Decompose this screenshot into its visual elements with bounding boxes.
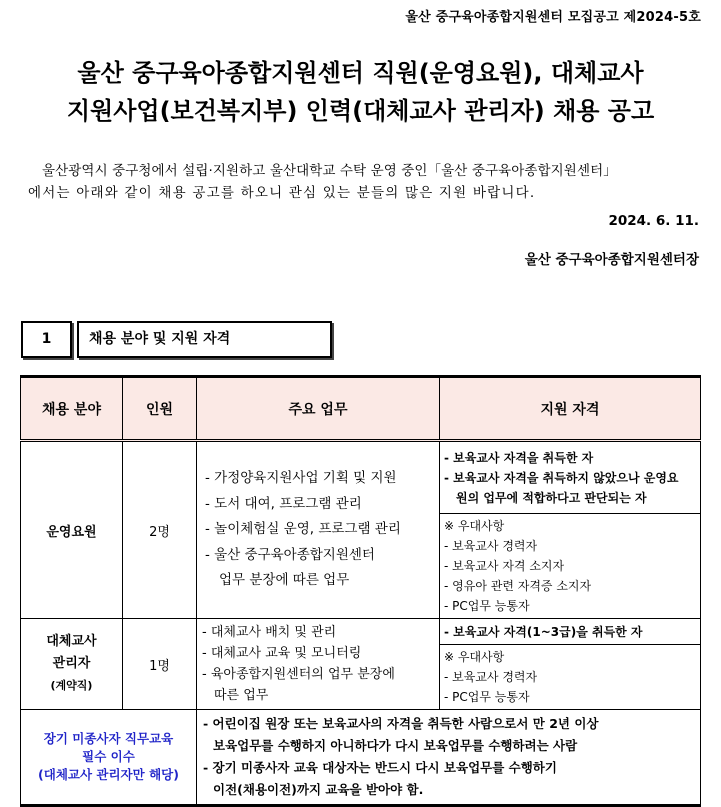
training-label-line2: 필수 이수 bbox=[82, 749, 135, 764]
list-item: - 보육교사 자격을 취득한 자 bbox=[444, 450, 594, 465]
table-row bbox=[21, 710, 701, 806]
preferred-title: ※ 우대사항 bbox=[444, 650, 505, 664]
list-item: - 육아종합지원센터의 업무 분장에 bbox=[202, 667, 395, 682]
table-row bbox=[21, 619, 701, 645]
list-item: 보육업무를 수행하지 아니하다가 다시 보육업무를 수행하려는 사람 bbox=[213, 738, 578, 753]
list-item: - 대체교사 교육 및 모니터링 bbox=[202, 646, 362, 661]
table-row bbox=[21, 441, 701, 514]
list-item: - 어린이집 원장 또는 보육교사의 자격을 취득한 사람으로서 만 2년 이상 bbox=[203, 716, 599, 731]
row2-qual-preferred bbox=[440, 645, 701, 710]
training-note-text bbox=[197, 710, 701, 806]
list-item: - 보육교사 자격을 취득하지 않았으나 운영요 bbox=[444, 470, 679, 485]
row2-field bbox=[21, 619, 123, 710]
training-note-label bbox=[21, 710, 197, 806]
row2-field-line2: 관리자 bbox=[52, 656, 91, 671]
table-header-row bbox=[21, 377, 701, 441]
header-field: 채용 분야 bbox=[21, 377, 123, 441]
section-title: 채용 분야 및 지원 자격 bbox=[77, 321, 332, 358]
list-item: - 장기 미종사자 교육 대상자는 반드시 다시 보육업무를 수행하기 bbox=[203, 760, 557, 775]
announcement-date: 2024. 6. 11. bbox=[608, 213, 699, 229]
list-item: - 보육교사 자격(1~3급)을 취득한 자 bbox=[444, 624, 643, 639]
header-qualifications: 지원 자격 bbox=[440, 377, 701, 441]
list-item: 원의 업무에 적합하다고 판단되는 자 bbox=[456, 490, 647, 505]
section-number: 1 bbox=[21, 321, 72, 358]
header-duties: 주요 업무 bbox=[197, 377, 440, 441]
list-item: - 보육교사 경력자 bbox=[444, 539, 538, 553]
row2-count: 1명 bbox=[123, 619, 197, 710]
page-title bbox=[0, 54, 721, 130]
list-item: - 놀이체험실 운영, 프로그램 관리 bbox=[205, 521, 401, 538]
row2-qual-required bbox=[440, 619, 701, 645]
signer: 울산 중구육아종합지원센터장 bbox=[524, 252, 699, 268]
training-label-line1: 장기 미종사자 직무교육 bbox=[43, 731, 174, 746]
list-item: - 가정양육지원사업 기획 및 지원 bbox=[205, 470, 397, 487]
intro-line-1: 울산광역시 중구청에서 설립·지원하고 울산대학교 수탁 운영 중인「울산 중구육아종합지원센터」 bbox=[42, 163, 617, 179]
row2-field-line3: (계약직) bbox=[50, 679, 93, 692]
header-count: 인원 bbox=[123, 377, 197, 441]
intro-paragraph bbox=[28, 160, 698, 204]
row2-duties bbox=[197, 619, 440, 710]
preferred-title: ※ 우대사항 bbox=[444, 519, 505, 533]
list-item: - 울산 중구육아종합지원센터 bbox=[205, 546, 375, 563]
list-item: - 도서 대여, 프로그램 관리 bbox=[205, 495, 362, 512]
list-item: 업무 분장에 따른 업무 bbox=[219, 572, 350, 589]
list-item: - 보육교사 경력자 bbox=[444, 670, 538, 684]
row1-duties bbox=[197, 441, 440, 619]
list-item: - 영유아 관련 자격증 소지자 bbox=[444, 579, 592, 593]
title-line-1: 울산 중구육아종합지원센터 직원(운영요원), 대체교사 bbox=[77, 59, 644, 87]
row1-qual-required bbox=[440, 441, 701, 514]
row1-field: 운영요원 bbox=[21, 441, 123, 619]
list-item: 따른 업무 bbox=[214, 688, 269, 703]
recruitment-table bbox=[20, 375, 701, 807]
title-line-2: 지원사업(보건복지부) 인력(대체교사 관리자) 채용 공고 bbox=[66, 97, 655, 125]
intro-line-2: 에서는 아래와 같이 채용 공고를 하오니 관심 있는 분들의 많은 지원 바랍니다. bbox=[28, 185, 536, 201]
training-label-line3: (대체교사 관리자만 해당) bbox=[38, 767, 179, 782]
list-item: - 대체교사 배치 및 관리 bbox=[202, 625, 337, 640]
notice-number: 울산 중구육아종합지원센터 모집공고 제2024-5호 bbox=[405, 10, 701, 25]
row1-count: 2명 bbox=[123, 441, 197, 619]
row2-field-line1: 대체교사 bbox=[46, 634, 97, 649]
list-item: - PC업무 능통자 bbox=[444, 690, 530, 704]
list-item: 이전(채용이전)까지 교육을 받아야 함. bbox=[213, 782, 424, 797]
list-item: - 보육교사 자격 소지자 bbox=[444, 559, 565, 573]
list-item: - PC업무 능통자 bbox=[444, 599, 530, 613]
row1-qual-preferred bbox=[440, 514, 701, 619]
